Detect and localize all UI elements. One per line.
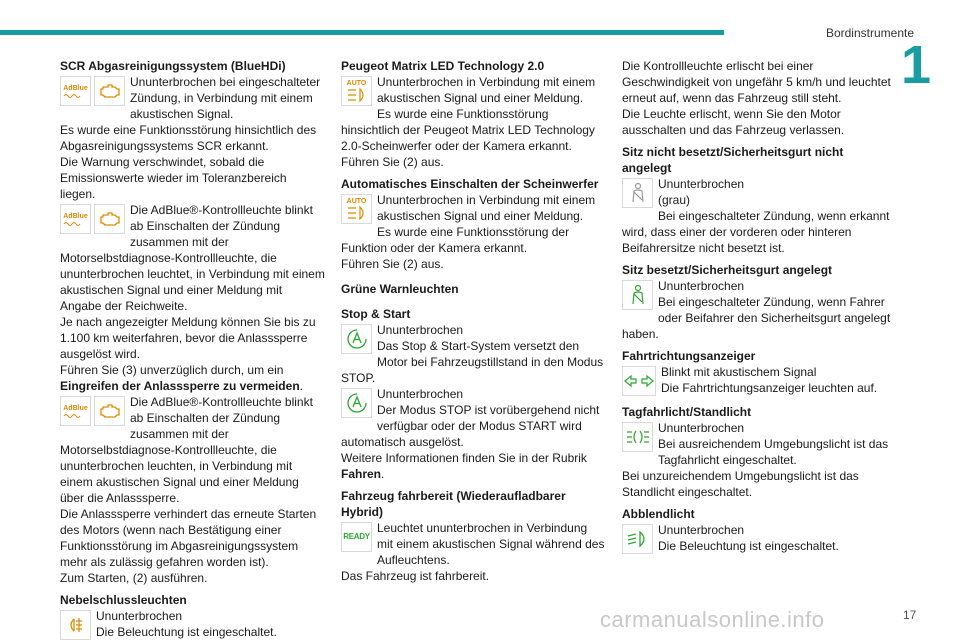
entry-hybrid-ready: READY Leuchtet ununterbrochen in Verbindung mit einem akustischen Signal während des Aufleuchtens. Das Fahrzeug ist fahrbereit. [341,521,605,583]
entry-auto-lights: AUTO Ununterbrochen in Verbindung mit einem akustischen Signal und einer Meldung. Es wurde eine Funktionsstörung der Funktion oder der Kamera erkannt. Führen Sie (2) aus. [341,193,596,271]
auto-headlight-icon: AUTO [341,194,372,224]
side-lights-icon [622,422,653,452]
entry-scr-3: AdBlue Die AdBlue®-Kontrollleuchte blinkt ab Einschalten der Zündung zusammen mit der Motorselbstdiagnose-Kontrollleuchte, die ununterbrochen leuchten, in Verbindung mit einem akustischen Signal und einer Meldung über die Anlasssperre. Die Anlasssperre verhindert das erneute Starten des Motors (wenn nach Bestätigung einer Funktionsstörung im Abgasreinigungssystem mehr als zulässig gefahren worden ist). Zum Starten, (2) ausführen. [60,395,317,585]
heading-hybrid-ready: Fahrzeug fahrbereit (Wiederaufladbarer Hybrid) [341,489,566,519]
entry-scr-2: AdBlue Die AdBlue®-Kontrollleuchte blinkt ab Einschalten der Zündung zusammen mit der Motorselbstdiagnose-Kontrollleuchte, die ununterbrochen leuchtet, in Verbindung mit einem akustischen Signal und einer Meldung mit Angabe der Reichweite. Je nach angezeigter Meldung können Sie bis zu 1.100 km weiterfahren, bevor die Anlasssperre ausgelöst wird. Führen Sie (3) unverzüglich durch, um ein Eingreifen der Anlasssperre zu vermeiden. [60,203,325,393]
chapter-number: 1 [901,35,932,95]
column-3: Die Kontrollleuchte erlischt bei einer Geschwindigkeit von ungefähr 5 km/h und leuchtet erneut auf, wenn das Fahrzeug still steht. Die Leuchte erlischt, wenn Sie den Motor ausschalten und das Fahrzeug verlassen. Sitz nicht besetzt/Sicherheitsgurt nicht angelegt Ununterbrochen (grau) Bei eingeschalteter Zündung, wenn erkannt wird, dass einer der vorderen oder hinteren Beifahrersitze nicht besetzt ist. Sitz besetzt/Sicherheitsgurt angelegt Ununterbrochen Bei eingeschalteter Zündung, wenn Fahrer oder Beifahrer den Sicherheitsgurt angelegt haben. Fahrtrichtungsanzeiger Blinkt mit akustischem Signal Die Fahrtrichtungsanzeiger leuchten auf. Tagfahrlicht/Standlicht Ununterbrochen Bei ausreichendem Umgebungslicht ist das Tagfahrlicht eingeschaltet. Bei unzureichendem Umgebungslicht ist das Standlicht eingeschaltet. Abblendlicht Ununterbrochen Die Beleuchtung ist eingeschaltet. [622,58,892,556]
intro-text: Die Kontrollleuchte erlischt bei einer Geschwindigkeit von ungefähr 5 km/h und leuchtet erneut auf, wenn das Fahrzeug still steht. [622,59,891,105]
auto-headlight-icon: AUTO [341,76,372,106]
header-accent-bar [0,30,724,35]
heading-low-beam: Abblendlicht [622,507,695,521]
stop-start-icon [341,324,372,354]
entry-seat-free: Ununterbrochen (grau) Bei eingeschalteter Zündung, wenn erkannt wird, dass einer der vorderen oder hinteren Beifahrersitze nicht besetzt ist. [622,177,890,255]
entry-stop-start-2: Ununterbrochen Der Modus STOP ist vorübergehend nicht verfügbar oder der Modus START wird automatisch ausgelöst. Weitere Informationen finden Sie in der Rubrik Fahren. [341,387,600,481]
rear-fog-light-icon [60,610,91,640]
section-title: Bordinstrumente [825,26,914,40]
engine-icon [94,204,125,234]
engine-icon [94,76,125,106]
entry-matrix: AUTO Ununterbrochen in Verbindung mit einem akustischen Signal und einer Meldung. Es wurde eine Funktionsstörung hinsichtlich der Peugeot Matrix LED Technology 2.0-Scheinwerfer oder der Kamera erkannt. Führen Sie (2) aus. [341,75,596,169]
seatbelt-grey-icon [622,178,653,208]
entry-seat-occupied: Ununterbrochen Bei eingeschalteter Zündung, wenn Fahrer oder Beifahrer den Sicherheitsgurt angelegt haben. [622,279,891,341]
heading-auto-lights: Automatisches Einschalten der Scheinwerfer [341,177,599,191]
heading-stop-start: Stop & Start [341,307,411,321]
adblue-icon: AdBlue [60,76,91,106]
adblue-icon: AdBlue [60,204,91,234]
watermark: carmanualsonline.info [600,607,825,632]
heading-turn-signals: Fahrtrichtungsanzeiger [622,349,756,363]
entry-scr-1: AdBlue Ununterbrochen bei eingeschalteter Zündung, in Verbindung mit einem akustischen Signal. Es wurde eine Funktionsstörung hinsichtlich des Abgasreinigungssystems SCR erkannt. Die Warnung verschwindet, sobald die Emissionswerte wieder im Toleranzbereich liegen. [60,75,321,201]
stop-start-icon [341,388,372,418]
turn-signal-arrows-icon [622,366,656,396]
heading-daytime-lights: Tagfahrlicht/Standlicht [622,405,752,419]
seatbelt-green-icon [622,280,653,310]
entry-daytime-lights: Ununterbrochen Bei ausreichendem Umgebungslicht ist das Tagfahrlicht eingeschaltet. Bei unzureichendem Umgebungslicht ist das Standlicht eingeschaltet. [622,421,889,499]
heading-seat-free: Sitz nicht besetzt/Sicherheitsgurt nicht angelegt [622,145,844,175]
entry-stop-start-1: Ununterbrochen Das Stop & Start-System versetzt den Motor bei Fahrzeugstillstand in den Modus STOP. [341,323,604,385]
column-2 [341,58,606,584]
entry-turn-signals: Blinkt mit akustischem Signal Die Fahrtrichtungsanzeiger leuchten auf. [622,364,892,398]
low-beam-icon [622,524,653,554]
heading-matrix: Peugeot Matrix LED Technology 2.0 [341,59,545,73]
heading-seat-occupied: Sitz besetzt/Sicherheitsgurt angelegt [622,263,833,277]
ready-icon: READY [341,522,372,552]
heading-fog: Nebelschlussleuchten [60,593,187,607]
adblue-icon: AdBlue [60,396,91,426]
heading-scr: SCR Abgasreinigungssystem (BlueHDi) [60,59,286,73]
engine-icon [94,396,125,426]
entry-fog: Ununterbrochen Die Beleuchtung ist eingeschaltet. [60,608,325,642]
heading-green-warnings: Grüne Warnleuchten [341,282,459,296]
page-number: 17 [903,608,917,622]
column-1 [60,58,325,642]
entry-low-beam: Ununterbrochen Die Beleuchtung ist eingeschaltet. [622,522,892,556]
